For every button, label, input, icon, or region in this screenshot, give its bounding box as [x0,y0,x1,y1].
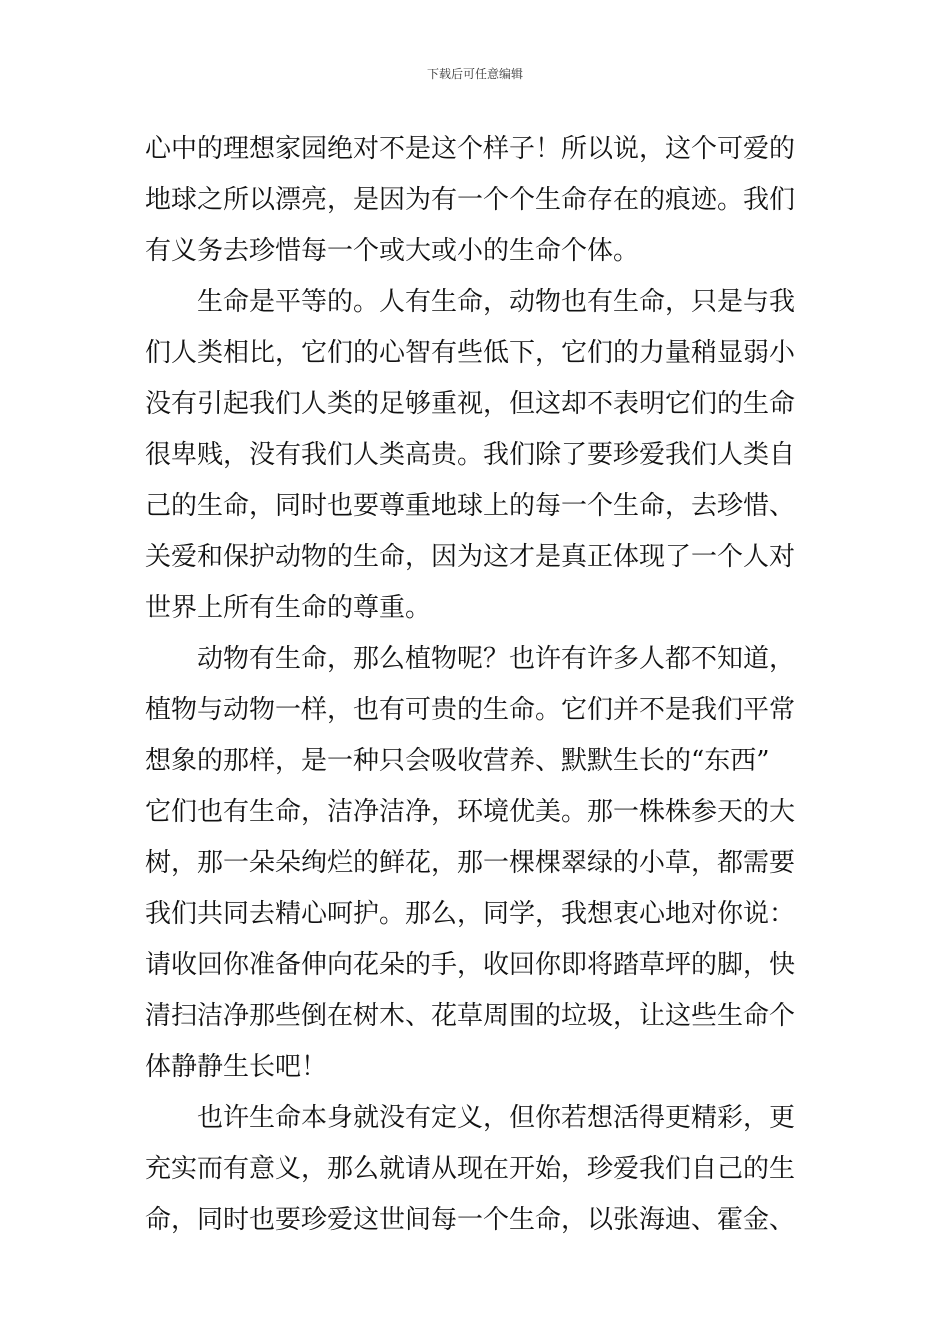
text-line: 我们共同去精心呵护。那么，同学，我想衷心地对你说： [145,899,796,929]
text-line: 世界上所有生命的尊重。 [145,593,432,623]
text-line: 体静静生长吧！ [145,1052,328,1082]
paragraph [145,277,810,634]
document-body [145,124,810,1246]
text-line-indented: 动物有生命，那么植物呢？也许有许多人都不知道， [197,644,796,674]
page-header: 下载后可任意编辑 [426,67,523,81]
text-line-indented: 也许生命本身就没有定义，但你若想活得更精彩，更 [197,1103,796,1133]
text-line: 请收回你准备伸向花朵的手，收回你即将踏草坪的脚，快 [145,950,796,980]
text-line: 树，那一朵朵绚烂的鲜花，那一棵棵翠绿的小草，都需要 [145,848,796,878]
text-line: 植物与动物一样，也有可贵的生命。它们并不是我们平常 [145,695,796,725]
text-line: 很卑贱，没有我们人类高贵。我们除了要珍爱我们人类自 [145,440,796,470]
paragraph [145,1093,810,1246]
text-line: 地球之所以漂亮，是因为有一个个生命存在的痕迹。我们 [145,185,796,215]
text-line: 命，同时也要珍爱这世间每一个生命，以张海迪、霍金、 [145,1205,796,1235]
text-line: 它们也有生命，洁净洁净，环境优美。那一株株参天的大 [145,797,796,827]
paragraph [145,124,810,277]
text-line: 充实而有意义，那么就请从现在开始，珍爱我们自己的生 [145,1154,796,1184]
text-line: 关爱和保护动物的生命，因为这才是真正体现了一个人对 [145,542,796,572]
text-line: 们人类相比，它们的心智有些低下，它们的力量稍显弱小 [145,338,796,368]
text-line: 没有引起我们人类的足够重视，但这却不表明它们的生命 [145,389,796,419]
text-line: 想象的那样，是一种只会吸收营养、默默生长的“东西” [145,746,770,776]
text-line: 有义务去珍惜每一个或大或小的生命个体。 [145,236,640,266]
text-line: 清扫洁净那些倒在树木、花草周围的垃圾，让这些生命个 [145,1001,796,1031]
text-line-indented: 生命是平等的。人有生命，动物也有生命，只是与我 [197,287,796,317]
text-line: 己的生命，同时也要尊重地球上的每一个生命，去珍惜、 [145,491,796,521]
text-line: 心中的理想家园绝对不是这个样子！所以说，这个可爱的 [145,134,796,164]
paragraph [145,634,810,1093]
